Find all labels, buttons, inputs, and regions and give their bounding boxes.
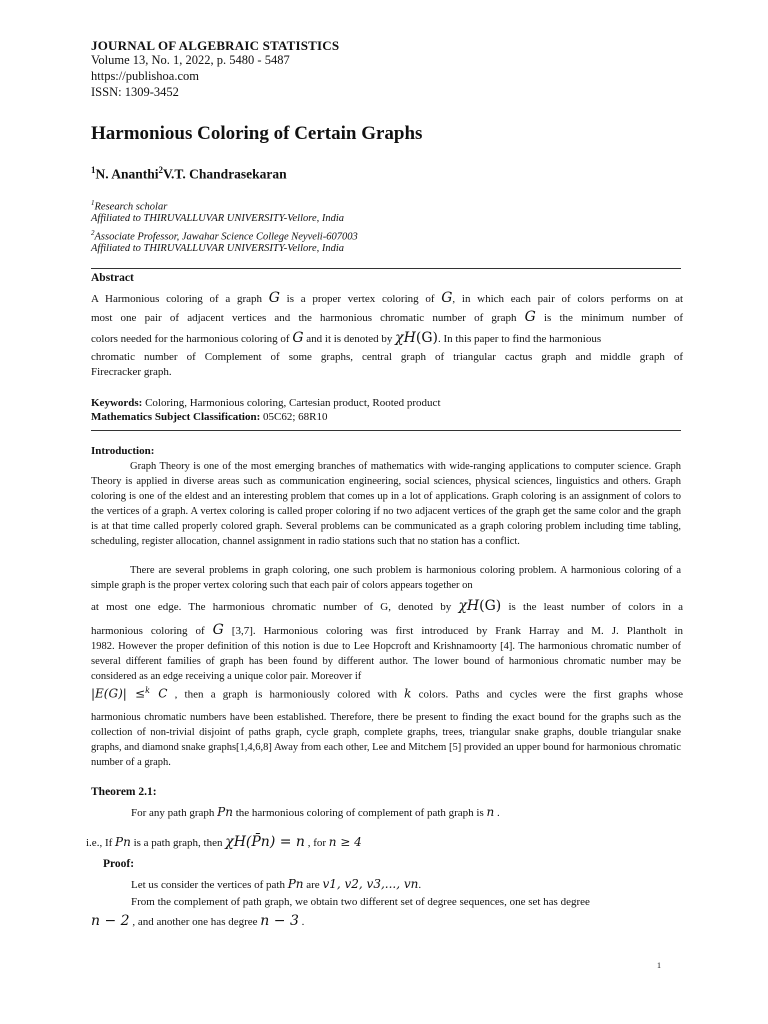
intro-paragraph-2a: There are several problems in graph coloring, one such problem is harmonious coloring problem. A harmonious coloring of a simple graph is the proper vertex coloring such that each pair of colors appears together on	[91, 565, 681, 591]
author-1: N. Ananthi	[95, 166, 159, 182]
author-2-sup: 2	[158, 165, 164, 175]
journal-url[interactable]: https://publishoa.com	[91, 69, 199, 83]
paper-title: Harmonious Coloring of Certain Graphs	[91, 123, 423, 144]
affiliation-2-text: Affiliated to THIRUVALLUVAR UNIVERSITY-Vellore, India	[91, 213, 345, 224]
affiliation-2	[91, 211, 344, 226]
volume-info: Volume 13, No. 1, 2022, p. 5480 - 5487	[91, 53, 290, 67]
abstract-line-4: chromatic number of Complement of some graphs, central graph of triangular cactus graph and middle graph of	[91, 351, 683, 363]
page-mark: 1	[657, 961, 661, 970]
affiliation-3-sup: 2	[91, 229, 95, 237]
intro-heading: Introduction:	[91, 445, 155, 457]
intro-paragraph-1: Graph Theory is one of the most emerging branches of mathematics with wide-ranging applications to computer science. Graph Theory is applied in diverse areas such as communication engineering, social sciences, physical sciences, linguistics and others. Graph coloring is one of the eldest and an interesting problem that comes up in a lot of applications. Graph coloring is an assignment of colors to the vertices of a graph. A vertex coloring is called proper coloring if no two adjacent vertices of the graph get the same color and the graph is at that time called properly colored graph. Several problems can be communicated as a graph coloring problem including time tabling, scheduling, register allocation, channel assignment in radio stations such that no station has a conflict.	[91, 461, 681, 547]
intro-line-harary: harmonious coloring of G [3,7]. Harmonious coloring was first introduced by Frank Harray and M. J. Plantholt in	[91, 622, 683, 638]
abstract-heading: Abstract	[91, 272, 134, 284]
intro-line-chi: at most one edge. The harmonious chromatic number of G, denoted by χH(G) is the least number of colors in a	[91, 598, 683, 614]
abstract-line-5: Firecracker graph.	[91, 366, 172, 378]
theorem-statement: For any path graph Pn the harmonious coloring of complement of path graph is n .	[131, 805, 500, 819]
affiliation-4-text: Affiliated to THIRUVALLUVAR UNIVERSITY-Vellore, India	[91, 243, 345, 254]
intro-paragraph-2d: 1982. However the proper definition of this notion is due to Lee Hopcroft and Krishnamoorty [4]. The harmonious chromatic number of several different families of graph has been found by different author. The lower bound of harmonious chromatic number may be considered as an edge receiving a unique color pair. Moreover if	[91, 641, 681, 682]
abstract-line-2: most one pair of adjacent vertices and the harmonious chromatic number of graph G is the minimum number of	[91, 309, 683, 325]
proof-line-2: From the complement of path graph, we obtain two different set of degree sequences, one set has degree	[131, 896, 590, 908]
affiliation-3-text: Associate Professor, Jawahar Science College Neyveli-607003	[94, 231, 358, 243]
authors	[91, 165, 287, 183]
author-1-sup: 1	[91, 165, 96, 175]
affiliation-4	[91, 241, 344, 256]
theorem-heading: Theorem 2.1:	[91, 786, 157, 798]
abstract-line-3: colors needed for the harmonious coloring of G and it is denoted by χH(G). In this paper to find the harmonious	[91, 330, 602, 346]
author-2: V.T. Chandrasekaran	[163, 166, 287, 182]
proof-heading: Proof:	[103, 858, 135, 870]
intro-top-rule	[91, 430, 681, 431]
theorem-ie: i.e., If Pn is a path graph, then χH(P̄n) = n , for n ≥ 4	[86, 834, 362, 850]
keywords: Keywords: Coloring, Harmonious coloring, Cartesian product, Rooted product	[91, 397, 441, 409]
affiliation-1-sup: 1	[91, 199, 95, 207]
issn: ISSN: 1309-3452	[91, 85, 179, 99]
abstract-top-rule	[91, 268, 681, 269]
abstract-line-1: A Harmonious coloring of a graph G is a proper vertex coloring of G, in which each pair of colors performs on at	[91, 290, 684, 306]
proof-line-3: n − 2 , and another one has degree n − 3 .	[91, 913, 305, 929]
intro-paragraph-2f: harmonious chromatic numbers have been established. Therefore, there be present to finding the exact bound for the graphs such as the collection of non-trivial disjoint of paths graph, cycle graph, complete graphs, trees, triangular snake graphs, double triangular snake graphs, and diamond snake graphs[1,4,6,8] Away from each other, Lee and Mitchem [5] provided an upper bound for harmonious chromatic number of a graph.	[91, 712, 681, 768]
msc: Mathematics Subject Classification: 05C62; 68R10	[91, 411, 328, 423]
journal-name: JOURNAL OF ALGEBRAIC STATISTICS	[91, 38, 340, 53]
proof-line-1: Let us consider the vertices of path Pn are v1, v2, v3,..., vn.	[131, 877, 422, 891]
affiliation-1-text: Research scholar	[94, 201, 168, 213]
intro-line-bound: |E(G)| ≤$^k$ C , then a graph is harmoniously colored with k colors. Paths and cycles were the first graphs whose	[91, 686, 683, 701]
